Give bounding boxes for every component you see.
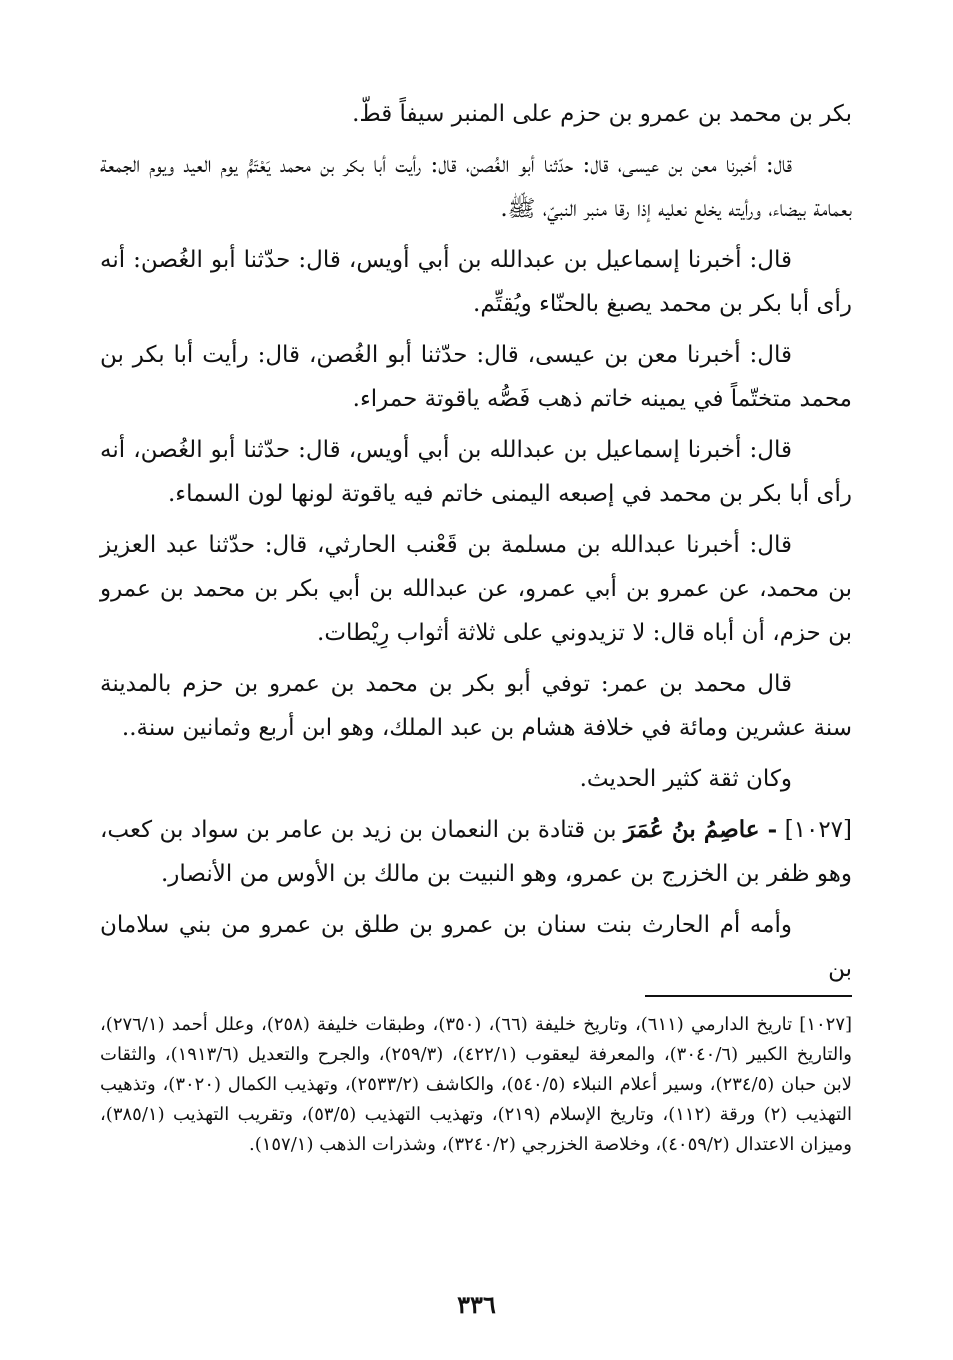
main-text <box>100 92 852 998</box>
paragraph: وأمه أم الحارث بنت سنان بن عمرو بن طلق بن عمرو من بني سلامان بن <box>100 912 852 982</box>
paragraph: قال محمد بن عمر: توفي أبو بكر بن محمد بن عمرو بن حزم بالمدينة سنة عشرين ومائة في خلافة هشام بن عبد الملك، وهو ابن أربع وثمانين سنة.. <box>100 671 852 741</box>
entry-number: [١٠٢٧] <box>784 817 853 843</box>
paragraph: قال: أخبرنا عبدالله بن مسلمة بن قَعْنب الحارثي، قال: حدّثنا عبد العزيز بن محمد، عن عمرو بن أبي عمرو، عن عبدالله بن أبي بكر بن محمد بن عمرو بن حزم، أن أباه قال: لا تزيدوني على ثلاثة أثواب رِيْطات. <box>100 532 852 646</box>
page-number: ٣٣٦ <box>457 1290 496 1319</box>
entry-name: - عاصِمُ بنُ عُمَرَ <box>623 816 778 843</box>
entry-text: بن قتادة بن النعمان بن زيد بن عامر بن سواد بن كعب، وهو ظفر بن الخزرج بن عمرو، وهو النبيت بن مالك بن الأوس من الأنصار. <box>100 817 852 887</box>
paragraph: قال: أخبرنا إسماعيل بن عبدالله بن أبي أويس، قال: حدّثنا أبو الغُصن: أنه رأى أبا بكر بن محمد يصبغ بالحنّاء ويُقتِّم. <box>100 247 852 317</box>
footnote-separator <box>645 995 852 997</box>
paragraph: قال: أخبرنا إسماعيل بن عبدالله بن أبي أويس، قال: حدّثنا أبو الغُصن، أنه رأى أبا بكر بن محمد في إصبعه اليمنى خاتم فيه ياقوتة لونها لون السماء. <box>100 437 852 507</box>
footnote: [١٠٢٧] تاريخ الدارمي (٦١١)، وتاريخ خليفة (٦٦)، (٣٥٠)، وطبقات خليفة (٢٥٨)، وعلل أحمد (٢٧٦/١)، والتاريخ الكبير (٣٠٤٠/٦)، والمعرفة ليعقوب (٤٢٢/١)، (٢٥٩/٣)، والجرح والتعديل (١٩١٣/٦)، والثقات لابن حبان (٢٣٤/٥)، وسير أعلام النبلاء (٥٤٠/٥)، والكاشف (٢٥٣٣/٢)، وتهذيب الكمال (٣٠٢٠)، وتذهيب التهذيب (٢) ورقة (١١٢)، وتاريخ الإسلام (٢١٩)، وتهذيب التهذيب (٥٣/٥)، وتقريب التهذيب (٣٨٥/١)، وميزان الاعتدال (٤٠٥٩/٢)، وخلاصة الخزرجي (٣٢٤٠/٢)، وشذرات الذهب (١٥٧/١). <box>100 1014 853 1155</box>
paragraph: قال: أخبرنا معن بن عيسى، قال: حدّثنا أبو الغُصن، قال: رأيت أبا بكر بن محمد يَعْتَمُّ يوم العيد ويوم الجمعة بعمامة بيضاء، ورأيته يخلع نعليه إذا رقا منبر النبيّ، ﷺ. <box>100 152 852 222</box>
entry-paragraph <box>100 808 852 896</box>
paragraph: وكان ثقة كثير الحديث. <box>579 766 792 792</box>
paragraph: قال: أخبرنا معن بن عيسى، قال: حدّثنا أبو الغُصن، قال: رأيت أبا بكر بن محمد متختّماً في يمينه خاتم ذهب فَصُّه ياقوتة حمراء. <box>100 342 852 412</box>
paragraph: بكر بن محمد بن عمرو بن حزم على المنبر سيفاً قطّ. <box>352 101 852 127</box>
